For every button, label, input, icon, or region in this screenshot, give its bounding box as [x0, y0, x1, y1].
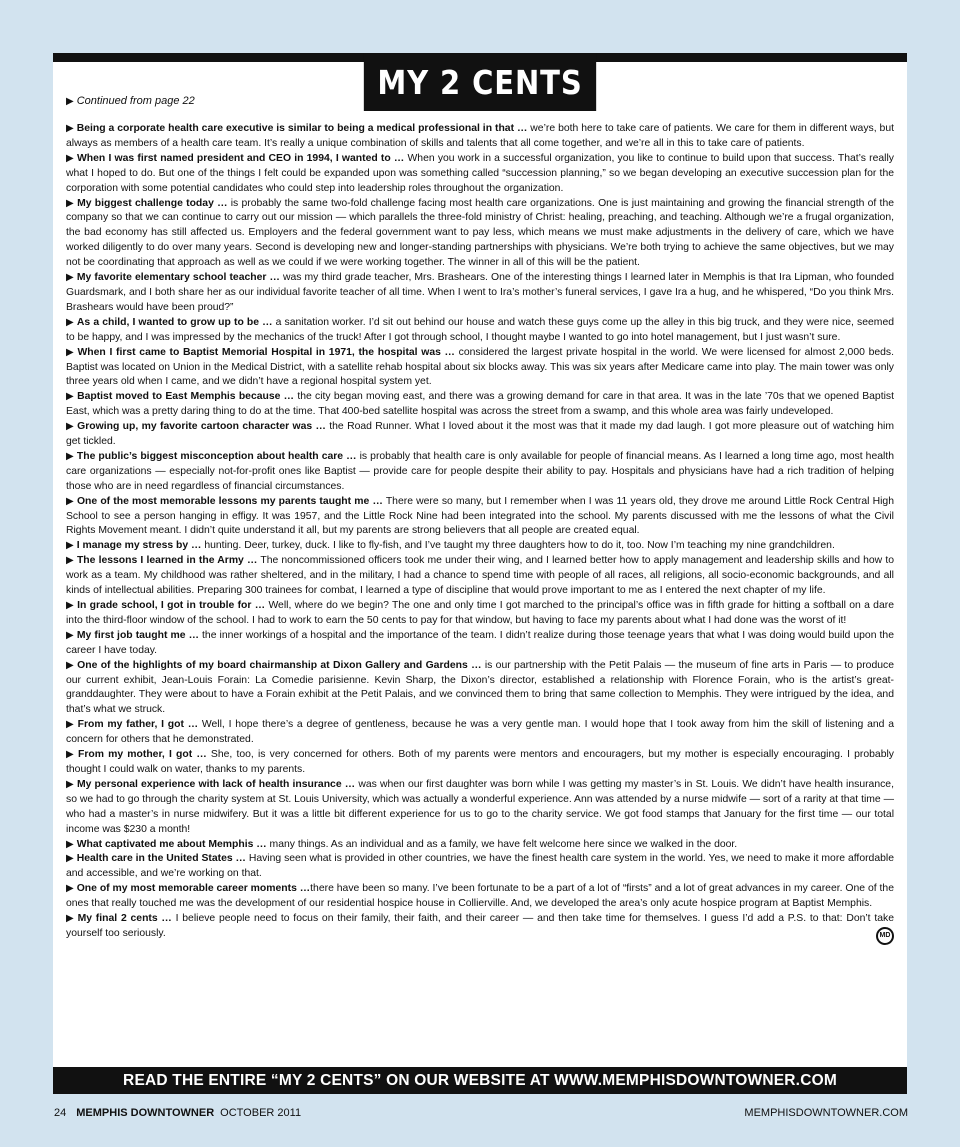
- qa-paragraph: [66, 838, 894, 853]
- qa-paragraph: [66, 882, 894, 912]
- question-lead: Health care in the United States …: [76, 853, 246, 865]
- qa-paragraph: [66, 390, 894, 420]
- answer-text: is our partnership with the Petit Palais — the museum of fine arts in Paris — to produce our current exhibit, Jean-Louis Forain: La Comedie parisienne. Kevin Sharp, the Dixon’s director, established a relationship with Florence Forain, who is the artist’s great-granddaughter. They were about to have a Forain exhibit at the Petit Palais, and we convinced them to bring that same collection to Memphis. They were intrigued by the idea, and that’s what we struck.: [66, 659, 894, 716]
- answer-text: Having seen what is provided in other countries, we have the finest health care system in the world. Yes, we need to make it more affordable and accessible, and we’re working on that.: [66, 853, 894, 880]
- arrow-right-icon: ▶: [66, 853, 74, 865]
- qa-paragraph: [66, 659, 894, 719]
- question-lead: Growing up, my favorite cartoon character was …: [77, 421, 326, 433]
- question-lead: As a child, I wanted to grow up to be …: [76, 316, 273, 328]
- qa-paragraph: [66, 346, 894, 391]
- arrow-right-icon: ▶: [66, 540, 74, 552]
- answer-text: I believe people need to focus on their family, their faith, and their career — and then take time for themselves. I guess I’d add a P.S. to that: Don’t take yourself too seriously.: [66, 913, 894, 939]
- qa-paragraph: [66, 629, 894, 659]
- qa-paragraph: [66, 748, 894, 778]
- answer-text: the city began moving east, and there was a growing demand for care in that area. It was in the late ’70s that we opened Baptist East, which was a pretty daring thing to do at the time. That 400-bed satellite hospital was across the street from a swamp, and this whole area was fairly undeveloped.: [66, 391, 894, 418]
- arrow-right-icon: ▶: [66, 450, 74, 462]
- answer-text: was when our first daughter was born while I was getting my master’s in St. Louis. We didn’t have health insurance, so we had to go through the charity system at St. Louis University, which was actually a wonderful experience. Ann was attended by a nurse midwife — sort of a rarity at that time — who had a master’s in nurse midwifery. But it was a little bit different experience for us to go to the charity service. We got food stamps that January for the first time — our total income was $230 a month!: [66, 778, 894, 835]
- answer-text: There were so many, but I remember when I was 11 years old, they drove me around Little Rock Central High School to see a person hanging in effigy. It was 1957, and the Little Rock Nine had been integrated into the school. My parents discussed with me the lessons of what the Civil Rights Movement meant. I didn’t quite understand it all, but my parents are strong believers that all people are created equal.: [66, 495, 894, 537]
- answer-text: Well, I hope there’s a degree of gentleness, because he was a very gentle man. I would hope that I took away from him the skill of listening and a concern for others that he demonstrated.: [66, 719, 894, 746]
- arrow-right-icon: ▶: [66, 838, 74, 850]
- qa-paragraph: [66, 539, 894, 554]
- answer-text: Well, where do we begin? The one and only time I got marched to the principal’s office was in fifth grade for hitting a softball on a dare into the third-floor window of the school. I had to work to earn the 50 cents to pay for that window, but having to face my parents about what I had done was the worst of it!: [66, 600, 894, 626]
- answer-text: the inner workings of a hospital and the importance of the team. I didn’t realize during those teenage years that what I was doing would build upon the career I have today.: [66, 629, 894, 656]
- qa-paragraph: [66, 778, 894, 838]
- question-lead: From my father, I got …: [77, 719, 199, 731]
- answer-text: considered the largest private hospital in the world. We were licensed for almost 2,000 beds. Baptist was located on Union in the Medical District, with a satellite rehab hospital about six blocks away. This was six years after Medicare came into play. The main tower was only three years old when I came, and we didn’t have a regional hospital system yet.: [66, 346, 894, 388]
- answer-text: we’re both here to take care of patients. We care for them in different ways, but always as members of a health care team. It’s really a unique combination of skills and talents that all come together, and we’re all in this to take care of patients.: [66, 123, 894, 149]
- arrow-right-icon: ▶: [66, 391, 75, 403]
- issue-date: OCTOBER 2011: [220, 1107, 302, 1119]
- question-lead: Being a corporate health care executive is similar to being a medical professional in that …: [76, 123, 528, 134]
- answer-text: the Road Runner. What I loved about it the most was that it made my dad laugh. I got more pleasure out of watching him get tickled.: [66, 421, 894, 448]
- qa-paragraph: [66, 718, 894, 748]
- answer-text: is probably the same two-fold challenge facing most health care organizations. One is just maintaining and growing the financial strength of the company so that we can continue to carry out our mission — which parallels the three-fold ministry of Christ: healing, preaching, and teaching. Although we’re a frugal organization, the bad economy has still affected us. Employers and the federal government want to pay less, which means we must make adjustments in the delivery of care, which we have worked diligently to do over many years. Second is developing new and longer-standing partnerships with physicians. We’re both trying to achieve the same objectives, but we may not be coordinating that approach as well as we could if we were working together. The winner in all of this will be the patient.: [66, 197, 894, 269]
- question-lead: I manage my stress by …: [76, 540, 202, 552]
- qa-paragraph: [66, 197, 894, 272]
- arrow-right-icon: ▶: [66, 96, 74, 107]
- arrow-right-icon: ▶: [66, 421, 75, 433]
- question-lead: One of the highlights of my board chairmanship at Dixon Gallery and Gardens …: [77, 659, 482, 671]
- question-lead: The lessons I learned in the Army …: [76, 555, 258, 567]
- page-title: MY 2 CENTS: [364, 53, 596, 111]
- arrow-right-icon: ▶: [66, 123, 74, 134]
- qa-paragraph: [66, 450, 894, 495]
- arrow-right-icon: ▶: [66, 197, 75, 209]
- question-lead: Baptist moved to East Memphis because …: [77, 391, 295, 403]
- arrow-right-icon: ▶: [66, 913, 75, 925]
- answer-text: there have been so many. I’ve been fortunate to be a part of a lot of “firsts” and a lot of great advances in my career. One of the ones that really touched me was the development of our residential hospice house in Collierville. And, we developed the area’s only acute hospice program at Baptist Memphis.: [66, 883, 894, 910]
- arrow-right-icon: ▶: [66, 883, 74, 895]
- arrow-right-icon: ▶: [66, 346, 75, 358]
- answer-text: is probably that health care is only available for people of financial means. As I learned a long time ago, most health care organizations — especially not-for-profit ones like Baptist — provide care for people despite their ability to pay. Hospitals and physicians have had a rich tradition of helping those who are in need regardless of financial circumstances.: [66, 450, 894, 492]
- arrow-right-icon: ▶: [66, 659, 75, 671]
- question-lead: When I was first named president and CEO in 1994, I wanted to …: [77, 152, 405, 164]
- question-lead: My final 2 cents …: [77, 913, 172, 925]
- arrow-right-icon: ▶: [66, 719, 75, 731]
- question-lead: My first job taught me …: [76, 629, 199, 641]
- qa-paragraph: [66, 852, 894, 882]
- arrow-right-icon: ▶: [66, 749, 75, 761]
- qa-paragraph: [66, 554, 894, 599]
- footer-left: [54, 1107, 301, 1119]
- question-lead: My favorite elementary school teacher …: [76, 272, 280, 284]
- footer-website: MEMPHISDOWNTOWNER.COM: [744, 1107, 908, 1119]
- qa-paragraph: [66, 271, 894, 316]
- arrow-right-icon: ▶: [66, 629, 74, 641]
- question-lead: My personal experience with lack of health insurance …: [76, 778, 356, 790]
- qa-paragraph: [66, 152, 894, 197]
- publication-name: MEMPHIS DOWNTOWNER: [76, 1107, 215, 1119]
- website-banner: READ THE ENTIRE “MY 2 CENTS” ON OUR WEBSITE AT WWW.MEMPHISDOWNTOWNER.COM: [53, 1067, 907, 1094]
- answer-text: When you work in a successful organization, you like to continue to build upon that success. That’s really what I hoped to do. But one of the things I felt could be expanded upon was something called “succession planning,” so we began developing an executive succession plan for the corporation with some potential candidates who could step into leadership roles throughout the organization.: [66, 152, 894, 194]
- question-lead: One of the most memorable lessons my parents taught me …: [76, 495, 383, 507]
- arrow-right-icon: ▶: [66, 316, 74, 328]
- question-lead: One of my most memorable career moments …: [76, 883, 311, 895]
- page-number: 24: [54, 1107, 67, 1119]
- answer-text: hunting. Deer, turkey, duck. I like to fly-fish, and I’ve taught my three daughters how to do it, too. Now I’m teaching my nine grandchildren.: [201, 540, 835, 552]
- arrow-right-icon: ▶: [66, 152, 74, 164]
- answer-text: The noncommissioned officers took me under their wing, and I learned better how to apply management and leadership skills and how to work as a team. My childhood was rather sheltered, and in the military, I had a chance to spend time with people of all races, all religions, all socio-economic backgrounds, and all kinds of intellectual abilities. Preparing 300 trainees for combat, I learned a type of discipline that would prove important to me as I entered the next chapter of my life.: [66, 555, 894, 597]
- answer-text: a sanitation worker. I’d sit out behind our house and watch these guys come up the alley in this big truck, and they were nice, seemed to be happy, and I was impressed by the mechanics of the truck! After I got through school, I thought maybe I wanted to go into hotel management, but I just wasn’t sure.: [66, 316, 894, 343]
- arrow-right-icon: ▶: [66, 272, 74, 284]
- qa-paragraph: [66, 316, 894, 346]
- question-lead: From my mother, I got …: [77, 749, 207, 761]
- end-mark-icon: MD: [876, 927, 894, 945]
- answer-text: many things. As an individual and as a family, we have felt welcome here since we walked in the door.: [266, 838, 738, 850]
- article-body: [66, 122, 894, 945]
- qa-paragraph: [66, 122, 894, 152]
- arrow-right-icon: ▶: [66, 555, 74, 567]
- question-lead: What captivated me about Memphis …: [76, 838, 267, 850]
- qa-paragraph: [66, 912, 894, 942]
- answer-text: was my third grade teacher, Mrs. Brashears. One of the interesting things I learned later in Memphis is that Ira Lipman, who founded Guardsmark, and I both share her as our individual favorite teacher of all time. When I went to Ira’s mother’s funeral services, I gave Ira a hug, and he whispered, “Do you think Mrs. Brashears would have been proud?”: [66, 272, 894, 313]
- question-lead: When I first came to Baptist Memorial Hospital in 1971, the hospital was …: [77, 346, 455, 358]
- continued-note: ▶ Continued from page 22: [66, 95, 195, 107]
- arrow-right-icon: ▶: [66, 495, 74, 507]
- arrow-right-icon: ▶: [66, 600, 75, 611]
- qa-paragraph: [66, 420, 894, 450]
- qa-paragraph: [66, 599, 894, 629]
- question-lead: My biggest challenge today …: [77, 197, 228, 209]
- answer-text: She, too, is very concerned for others. Both of my parents were mentors and encouragers, but my mother is especially encouraging. I probably thought I could walk on water, thanks to my parents.: [66, 749, 894, 775]
- question-lead: The public’s biggest misconception about health care …: [76, 450, 357, 462]
- question-lead: In grade school, I got in trouble for …: [77, 600, 266, 611]
- qa-paragraph: [66, 495, 894, 540]
- arrow-right-icon: ▶: [66, 778, 74, 790]
